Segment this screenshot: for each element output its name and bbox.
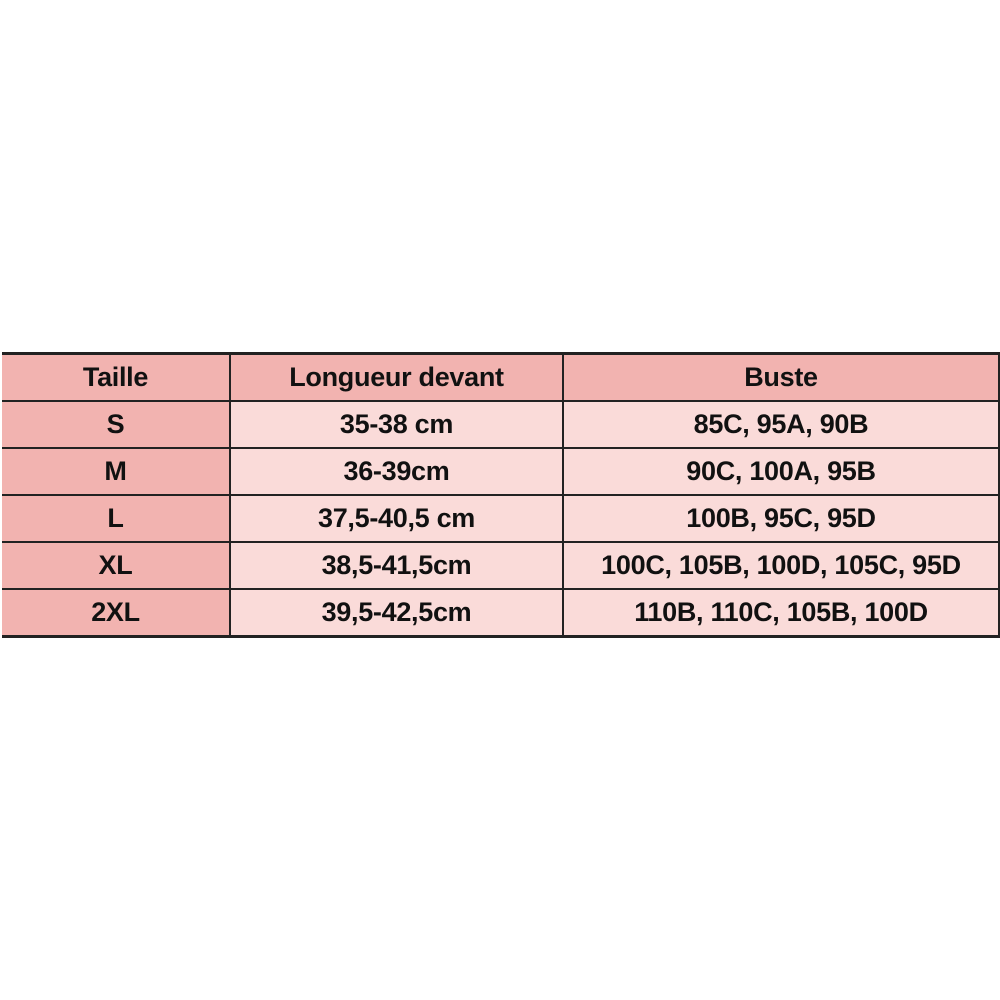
length-cell: 39,5-42,5cm: [230, 589, 563, 637]
header-buste: Buste: [563, 354, 999, 402]
size-cell: M: [2, 448, 230, 495]
length-cell: 35-38 cm: [230, 401, 563, 448]
bust-cell: 85C, 95A, 90B: [563, 401, 999, 448]
table-row: [2, 495, 999, 542]
table-row: [2, 401, 999, 448]
size-cell: 2XL: [2, 589, 230, 637]
length-cell: 37,5-40,5 cm: [230, 495, 563, 542]
bust-cell: 110B, 110C, 105B, 100D: [563, 589, 999, 637]
size-cell: S: [2, 401, 230, 448]
bust-cell: 90C, 100A, 95B: [563, 448, 999, 495]
header-longueur-devant: Longueur devant: [230, 354, 563, 402]
size-cell: XL: [2, 542, 230, 589]
table-row: [2, 448, 999, 495]
bust-cell: 100C, 105B, 100D, 105C, 95D: [563, 542, 999, 589]
size-cell: L: [2, 495, 230, 542]
table-row: [2, 542, 999, 589]
length-cell: 38,5-41,5cm: [230, 542, 563, 589]
header-taille: Taille: [2, 354, 230, 402]
size-chart-table: [2, 352, 1000, 638]
length-cell: 36-39cm: [230, 448, 563, 495]
table-header-row: [2, 354, 999, 402]
bust-cell: 100B, 95C, 95D: [563, 495, 999, 542]
table-row: [2, 589, 999, 637]
